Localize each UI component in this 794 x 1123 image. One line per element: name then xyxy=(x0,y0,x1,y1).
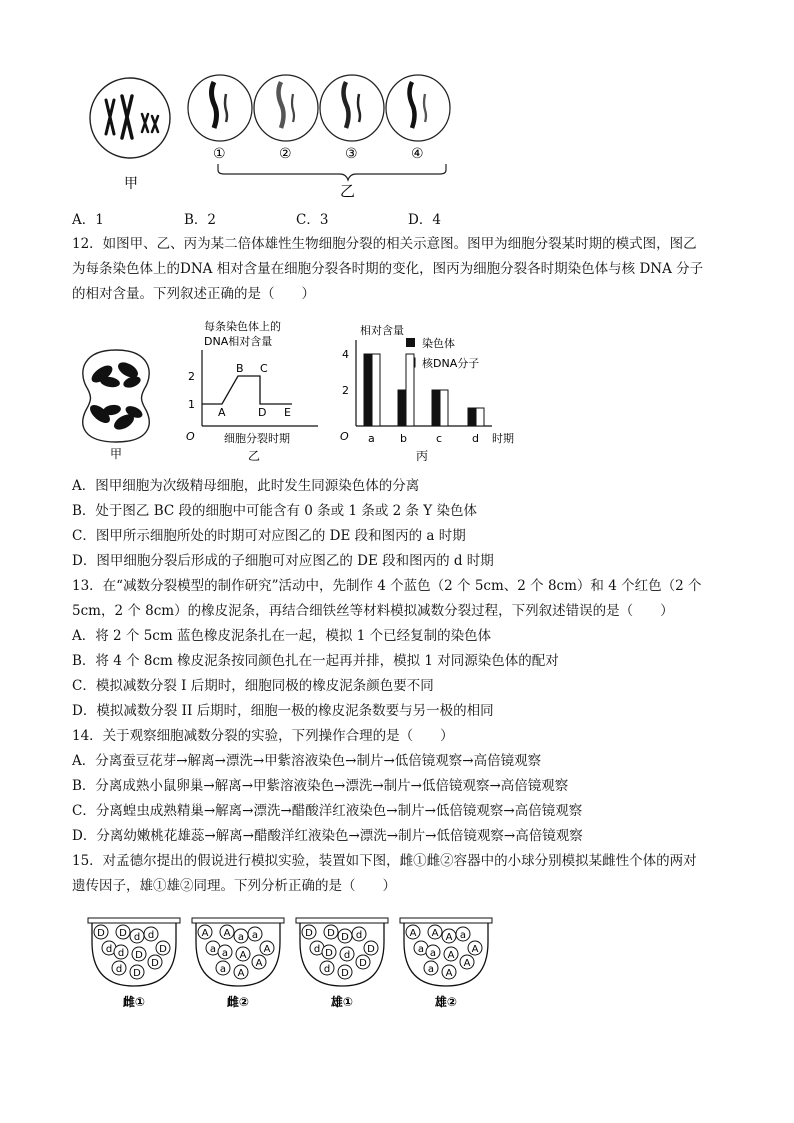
ball-label: D xyxy=(359,958,367,969)
yi-xlabel: 细胞分裂时期 xyxy=(224,432,290,445)
yi-origin: O xyxy=(186,430,195,443)
container-rim xyxy=(400,918,492,923)
ball-label: a xyxy=(209,944,217,955)
ball-label: A xyxy=(409,928,417,939)
label-yi: 乙 xyxy=(340,182,356,200)
yi-point-b: B xyxy=(236,362,244,375)
container-4 xyxy=(400,918,492,1009)
ball-label: A xyxy=(463,958,471,969)
legend-dna-label: 核DNA分子 xyxy=(422,357,480,370)
q13-option-a: A．将 2 个 5cm 蓝色橡皮泥条扎在一起，模拟 1 个已经复制的染色体 xyxy=(72,628,492,644)
ball-label: d xyxy=(355,930,363,941)
brace xyxy=(218,164,446,180)
ball-label: D xyxy=(327,928,335,939)
ball-label: A xyxy=(237,968,245,979)
q12-option-b: B．处于图乙 BC 段的细胞中可能含有 0 条或 1 条或 2 条 Y 染色体 xyxy=(72,503,478,519)
bing-cat-a: a xyxy=(368,432,375,445)
q14-option-c: C．分离蝗虫成熟精巢→解离→漂洗→醋酸洋红液染色→制片→低倍镜观察→高倍镜观察 xyxy=(72,803,583,819)
legend-chromosome-label: 染色体 xyxy=(422,337,455,350)
container-rim xyxy=(88,918,180,923)
yi-ylabel-1: 每条染色体上的 xyxy=(204,320,281,333)
cell-2 xyxy=(254,75,318,141)
figure-q12-jia-svg xyxy=(76,346,156,464)
yi-point-c: C xyxy=(260,362,268,375)
ball-label: a xyxy=(251,930,259,941)
ball-label: a xyxy=(219,964,227,975)
ball-label: a xyxy=(459,930,467,941)
q11-option-a: A．1 xyxy=(72,212,104,228)
q11-option-b: B．2 xyxy=(184,212,217,228)
ball-label: D xyxy=(341,932,349,943)
bing-cat-d: d xyxy=(472,432,479,445)
bing-cat-c: c xyxy=(436,432,443,445)
q12-stem-line-2: 为每条染色体上的DNA 相对含量在细胞分裂各时期的变化，图丙为细胞分裂各时期染色体与核 DNA 分子 xyxy=(72,261,704,277)
yi-point-d: D xyxy=(258,406,267,419)
ball-label: d xyxy=(115,964,123,975)
container-1 xyxy=(88,918,180,1009)
bing-tick-4: 4 xyxy=(342,348,349,361)
bar-chromosome-d xyxy=(468,408,476,426)
ball-label: D xyxy=(305,928,313,939)
container-label: 雌② xyxy=(226,995,250,1009)
q14-option-b: B．分离成熟小鼠卵巢→解离→甲紫溶液染色→漂洗→制片→低倍镜观察→高倍镜观察 xyxy=(72,778,569,794)
container-label: 雄② xyxy=(434,995,458,1009)
container-rim xyxy=(192,918,284,923)
ball-label: a xyxy=(429,948,437,959)
yi-point-e: E xyxy=(284,406,291,419)
bing-tick-2: 2 xyxy=(342,384,349,397)
ball-label: d xyxy=(313,944,321,955)
cell-jia-chromosomes xyxy=(106,96,158,138)
ball-label: d xyxy=(105,944,113,955)
cell-2-label: ② xyxy=(279,146,292,162)
cell-1-label: ① xyxy=(213,146,226,162)
bar-dna-d xyxy=(476,408,484,426)
container-rim xyxy=(296,918,388,923)
q15-stem-line-2: 遗传因子，雄①雄②同理。下列分析正确的是（ ） xyxy=(72,878,396,894)
ball-label: A xyxy=(447,950,455,961)
figure-q15-svg xyxy=(84,912,494,1012)
q13-stem-line-1: 13．在“减数分裂模型的制作研究”活动中，先制作 4 个蓝色（2 个 5cm、2 个 8cm）和 4 个红色（2 个 xyxy=(72,578,702,594)
bing-cat-b: b xyxy=(400,432,407,445)
bing-origin: O xyxy=(340,430,349,443)
bar-chromosome-a xyxy=(364,354,372,426)
q12-option-a: A．图甲细胞为次级精母细胞，此时发生同源染色体的分离 xyxy=(72,478,420,494)
ball-label: D xyxy=(151,958,159,969)
yi-label: 乙 xyxy=(248,449,261,463)
bar-dna-c xyxy=(440,390,448,426)
ball-label: A xyxy=(445,932,453,943)
bar-chromosome-b xyxy=(398,390,406,426)
ball-label: a xyxy=(427,964,435,975)
container-label: 雌① xyxy=(122,995,146,1009)
ball-label: D xyxy=(133,968,141,979)
legend-chromosome-swatch xyxy=(406,338,415,347)
cell-4-label: ④ xyxy=(411,146,424,162)
q12-stem-line-3: 的相对含量。下列叙述正确的是（ ） xyxy=(72,286,315,302)
ball-label: a xyxy=(221,948,229,959)
ball-label: A xyxy=(471,944,479,955)
cell-3 xyxy=(320,75,384,141)
q13-option-d: D．模拟减数分裂 II 后期时，细胞一极的橡皮泥条数要与另一极的相同 xyxy=(72,703,494,719)
bar-chromosome-c xyxy=(432,390,440,426)
cell-4 xyxy=(386,75,450,141)
ball-label: d xyxy=(323,964,331,975)
q13-option-b: B．将 4 个 8cm 橡皮泥条按同颜色扎在一起再并排，模拟 1 对同源染色体的配对 xyxy=(72,653,559,669)
q11-options xyxy=(72,208,532,228)
figure-q12-jia-label: 甲 xyxy=(110,447,123,461)
figure-q15 xyxy=(84,912,494,1012)
ball-label: d xyxy=(147,930,155,941)
ball-label: D xyxy=(325,948,333,959)
ball-label: A xyxy=(431,928,439,939)
ball-label: A xyxy=(445,968,453,979)
ball-label: d xyxy=(343,950,351,961)
q12-option-c: C．图甲所示细胞所处的时期可对应图乙的 DE 段和图丙的 a 时期 xyxy=(72,528,466,544)
ball-label: d xyxy=(133,932,141,943)
bar-dna-b xyxy=(406,354,414,426)
ball-label: A xyxy=(263,944,271,955)
ball-label: D xyxy=(135,950,143,961)
ball-label: D xyxy=(341,968,349,979)
q11-option-d: D．4 xyxy=(408,212,441,228)
cell-3-label: ③ xyxy=(345,146,358,162)
ball-label: A xyxy=(255,958,263,969)
bar-dna-a xyxy=(372,354,380,426)
q15-stem-line-1: 15．对孟德尔提出的假说进行模拟实验，装置如下图，雌①雌②容器中的小球分别模拟某雌性个体的两对 xyxy=(72,853,697,869)
figure-q11-svg xyxy=(84,72,464,204)
figure-q12-yi-svg xyxy=(184,318,326,466)
q11-option-c: C．3 xyxy=(296,212,329,228)
ball-label: a xyxy=(237,932,245,943)
ball-label: D xyxy=(367,944,375,955)
figure-q12-yi xyxy=(184,318,326,466)
ball-label: D xyxy=(97,928,105,939)
ball-label: a xyxy=(417,944,425,955)
bing-label: 丙 xyxy=(416,449,429,463)
yi-curve xyxy=(202,376,292,404)
q14-stem: 14．关于观察细胞减数分裂的实验，下列操作合理的是（ ） xyxy=(72,728,454,744)
figure-q12-bing-svg xyxy=(336,320,526,466)
q13-stem-line-2: 5cm，2 个 8cm）的橡皮泥条，再结合细铁丝等材料模拟减数分裂过程，下列叙述错误的是（ ） xyxy=(72,603,674,619)
label-jia: 甲 xyxy=(124,176,138,192)
ball-label: D xyxy=(159,944,167,955)
ball-label: A xyxy=(201,928,209,939)
figure-q11 xyxy=(84,72,464,204)
ball-label: A xyxy=(223,928,231,939)
ball-label: D xyxy=(119,928,127,939)
bing-ylabel: 相对含量 xyxy=(360,324,404,337)
yi-tick-1: 1 xyxy=(188,398,195,411)
q12-option-d: D．图甲细胞分裂后形成的子细胞可对应图乙的 DE 段和图丙的 d 时期 xyxy=(72,553,494,569)
ball-label: A xyxy=(239,950,247,961)
bing-xlabel: 时期 xyxy=(492,432,514,445)
ball-label: d xyxy=(117,948,125,959)
container-3 xyxy=(296,918,388,1009)
yi-ylabel-2: DNA相对含量 xyxy=(204,335,273,348)
q14-option-a: A．分离蚕豆花芽→解离→漂洗→甲紫溶液染色→制片→低倍镜观察→高倍镜观察 xyxy=(72,753,542,769)
figure-q12-bing xyxy=(336,320,526,466)
yi-tick-2: 2 xyxy=(188,370,195,383)
cell-1 xyxy=(188,75,252,141)
container-label: 雄① xyxy=(330,995,354,1009)
q12-stem-line-1: 12．如图甲、乙、丙为某二倍体雄性生物细胞分裂的相关示意图。图甲为细胞分裂某时期的模式图，图乙 xyxy=(72,236,697,252)
figure-q12-jia xyxy=(76,346,156,464)
container-2 xyxy=(192,918,284,1009)
q14-option-d: D．分离幼嫩桃花雄蕊→解离→醋酸洋红液染色→漂洗→制片→低倍镜观察→高倍镜观察 xyxy=(72,828,583,844)
q13-option-c: C．模拟减数分裂 I 后期时，细胞同极的橡皮泥条颜色要不同 xyxy=(72,678,434,694)
yi-point-a: A xyxy=(218,406,226,419)
